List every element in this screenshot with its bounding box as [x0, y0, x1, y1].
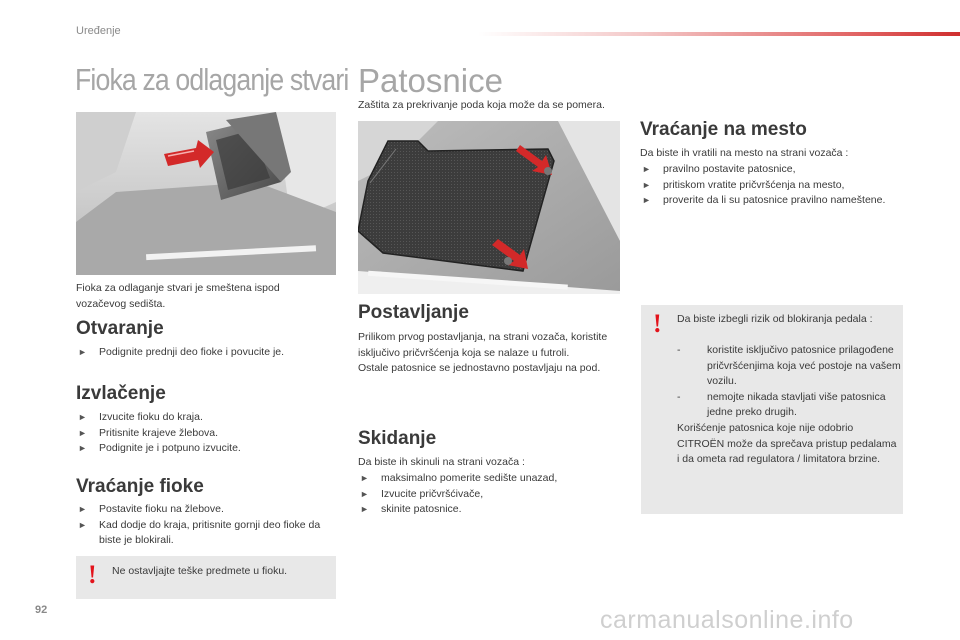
- warning-intro: Da biste izbegli rizik od blokiranja pedala :: [677, 313, 873, 325]
- exclamation-icon: !: [653, 309, 662, 338]
- arrow-bullet-icon: ►: [360, 473, 369, 483]
- header-accent-bar: [478, 32, 960, 36]
- warning-outro: Korišćenje patosnica koje nije odobrio CITROËN može da sprečava pristup pedalama i da ometa rad regulatora / limitatora brzine.: [677, 422, 897, 465]
- arrow-bullet-icon: ►: [360, 504, 369, 514]
- arrow-bullet-icon: ►: [78, 412, 87, 422]
- list-item: ► Izvucite fioku do kraja.: [77, 410, 342, 426]
- list-item: ► Podignite je i potpuno izvucite.: [77, 441, 342, 457]
- list-item: ► pravilno postavite patosnice,: [641, 162, 896, 178]
- arrow-bullet-icon: ►: [360, 488, 369, 499]
- arrow-bullet-icon: ►: [78, 443, 87, 453]
- warning-box-drawer: [76, 556, 336, 599]
- warning-list: [677, 343, 903, 421]
- watermark: carmanualsonline.info: [600, 606, 854, 634]
- drawer-image: [76, 112, 336, 275]
- heading-otvaranje: Otvaranje: [76, 318, 164, 339]
- arrow-bullet-icon: ►: [78, 519, 87, 530]
- heading-skidanje: Skidanje: [358, 428, 437, 449]
- vracanje-intro: Da biste ih vratili na mesto na strani vozača :: [640, 147, 849, 159]
- list-item: ► pritiskom vratite pričvršćenja na mesto,: [641, 178, 896, 194]
- list-item: ► proverite da li su patosnice pravilno nameštene.: [641, 193, 896, 209]
- list-item: ► maksimalno pomerite sedište unazad,: [359, 471, 621, 487]
- arrow-bullet-icon: ►: [642, 164, 651, 174]
- floor-mat-image: [358, 121, 620, 294]
- heading-vracanje-fioke: Vraćanje fioke: [76, 476, 204, 497]
- list-item: ► Postavite fioku na žlebove.: [77, 502, 322, 518]
- skidanje-intro: Da biste ih skinuli na strani vozača :: [358, 456, 525, 468]
- arrow-bullet-icon: ►: [78, 427, 87, 438]
- list-item: - nemojte nikada stavljati više patosnica jedne preko drugih.: [677, 390, 886, 418]
- arrow-bullet-icon: ►: [78, 504, 87, 514]
- arrow-bullet-icon: ►: [78, 347, 87, 357]
- list-item: - koristite isključivo patosnice prilagođene pričvršćenjima koja već postoje na vašem vozilu.: [677, 344, 901, 387]
- warning-text: Ne ostavljajte teške predmete u fioku.: [112, 565, 288, 577]
- page-number: 92: [35, 604, 48, 616]
- warning-box-pedals: [641, 305, 903, 514]
- arrow-bullet-icon: ►: [642, 195, 651, 205]
- heading-postavljanje: Postavljanje: [358, 302, 469, 323]
- list-vracanje-fioke: [77, 502, 322, 549]
- section-label: Uređenje: [76, 25, 121, 37]
- list-vracanje-na-mesto: [641, 162, 896, 209]
- list-item: ► Pritisnite krajeve žlebova.: [77, 426, 342, 442]
- patosnice-intro: Zaštita za prekrivanje poda koja može da se pomera.: [358, 99, 605, 111]
- list-izvlacenje: [77, 410, 342, 457]
- list-item: ► Kad dodje do kraja, pritisnite gornji deo fioke da biste je blokirali.: [78, 518, 321, 546]
- heading-izvlacenje: Izvlačenje: [76, 383, 166, 404]
- postavljanje-text: Prilikom prvog postavljanja, na strani vozača, koristite isključivo pričvršćenja koja se nalaze u futroli. Ostale patosnice se jednostavno postavljaju na pod.: [358, 331, 608, 374]
- heading-vracanje-na-mesto: Vraćanje na mesto: [640, 119, 807, 140]
- drawer-caption: Fioka za odlaganje stvari je smeštena ispod vozačevog sedišta.: [76, 282, 280, 310]
- page-title-patosnice: Patosnice: [358, 62, 503, 99]
- list-item: ► Izvucite pričvršćivače,: [359, 487, 621, 503]
- exclamation-icon: !: [88, 560, 97, 589]
- page-title-fioka: Fioka za odlaganje stvari: [75, 62, 349, 97]
- list-skidanje: [359, 471, 621, 518]
- arrow-bullet-icon: ►: [642, 179, 651, 190]
- list-item: ► skinite patosnice.: [359, 502, 621, 518]
- list-otvaranje: [77, 345, 342, 361]
- list-item: ► Podignite prednji deo fioke i povucite je.: [77, 345, 342, 361]
